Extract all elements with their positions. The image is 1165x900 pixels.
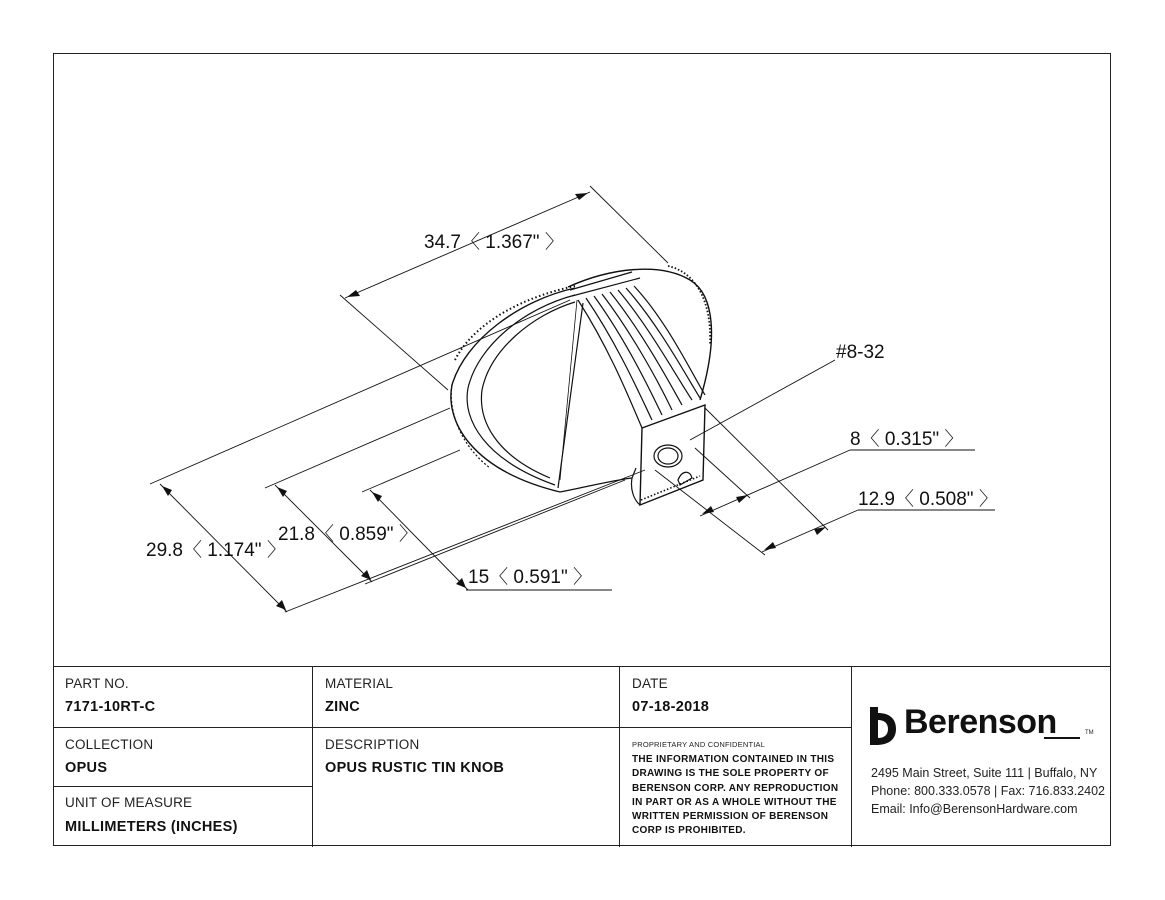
part-no-label: PART NO. [65,676,129,691]
berenson-logo [868,703,1108,748]
title-block [53,666,1111,846]
knob-illustration [451,266,712,505]
dim-height-label: 29.8〈 1.174" 〉 [146,540,286,561]
company-address: 2495 Main Street, Suite 111 | Buffalo, NY [871,766,1098,780]
company-phone-fax: Phone: 800.333.0578 | Fax: 716.833.2402 [871,784,1105,798]
dim-15-label: 15〈 0.591" 〉 [468,567,592,588]
divider [312,667,313,847]
divider [53,727,851,728]
material-value: ZINC [325,699,361,715]
logo-mark-icon [868,707,898,747]
dim-8-label: 8〈 0.315" 〉 [850,429,964,450]
proprietary-notice: THE INFORMATION CONTAINED IN THIS DRAWING IS THE SOLE PROPERTY OF BERENSON CORP. ANY REPRODUCTION IN PART OR AS A WHOLE WITHOUT THE WRITTEN PERMISSION OF BERENSON CORP IS PROHIBITED. [632,754,839,837]
company-name: Berenson [904,703,1057,741]
description-value: OPUS RUSTIC TIN KNOB [325,760,505,776]
unit-label: UNIT OF MEASURE [65,795,193,810]
description-label: DESCRIPTION [325,737,420,752]
dim-12-9-label: 12.9〈 0.508" 〉 [858,489,998,510]
divider [53,786,312,787]
proprietary-heading: PROPRIETARY AND CONFIDENTIAL [632,740,766,749]
logo-underline [1044,737,1080,739]
divider [619,667,620,847]
unit-value: MILLIMETERS (INCHES) [65,819,238,835]
date-label: DATE [632,676,668,691]
trademark-mark: TM [1085,730,1094,736]
date-value: 07-18-2018 [632,699,710,715]
company-email: Email: Info@BerensonHardware.com [871,802,1078,816]
divider [851,667,852,847]
material-label: MATERIAL [325,676,394,691]
thread-spec-label: #8-32 [836,342,885,363]
dim-width-label: 34.7〈 1.367" 〉 [424,232,564,253]
collection-value: OPUS [65,760,108,776]
dim-21-8-label: 21.8〈 0.859" 〉 [278,524,418,545]
part-no-value: 7171-10RT-C [65,699,156,715]
collection-label: COLLECTION [65,737,154,752]
